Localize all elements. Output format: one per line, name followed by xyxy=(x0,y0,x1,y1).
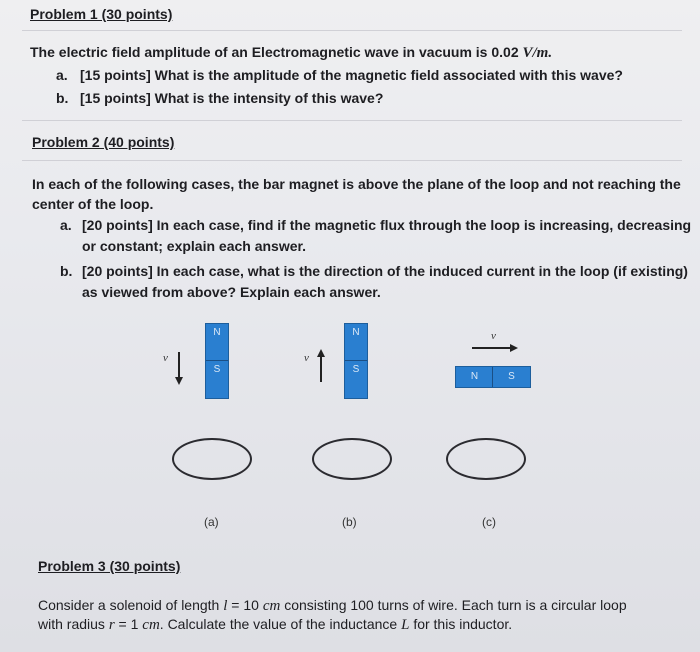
problem1-intro xyxy=(30,44,552,62)
up-arrow-icon xyxy=(316,348,326,384)
radius-unit: cm xyxy=(142,617,160,633)
north-pole-label: N xyxy=(352,327,360,338)
problem1-a-text: [15 points] What is the amplitude of the magnetic field associated with this wave? xyxy=(80,67,623,83)
problem3-line2-pre: with radius xyxy=(38,616,105,632)
caption-c: (c) xyxy=(482,515,496,529)
inductance-variable: L xyxy=(401,617,410,633)
bar-magnet-a xyxy=(205,323,229,399)
problem1-unit: V/m. xyxy=(522,45,553,61)
problem2-b-line2: as viewed from above? Explain each answer. xyxy=(82,284,381,300)
conducting-loop-c xyxy=(446,438,526,480)
length-value: = 10 xyxy=(231,597,259,613)
caption-a: (a) xyxy=(204,515,219,529)
conducting-loop-a xyxy=(172,438,252,480)
divider xyxy=(22,30,682,31)
problem1-b-text: [15 points] What is the intensity of this wave? xyxy=(80,90,384,106)
velocity-label-a: v xyxy=(163,352,168,364)
divider xyxy=(22,120,682,121)
problem2-b-marker: b. xyxy=(60,263,73,279)
problem3-line2 xyxy=(38,616,512,634)
north-pole-label: N xyxy=(470,371,479,382)
down-arrow-icon xyxy=(174,350,184,386)
problem2-heading: Problem 2 (40 points) xyxy=(32,134,175,150)
radius-variable: r xyxy=(108,617,115,633)
velocity-label-b: v xyxy=(304,352,309,364)
problem3-line1-pre: Consider a solenoid of length xyxy=(38,597,220,613)
south-pole-label: S xyxy=(352,364,360,375)
problem1-intro-text: The electric field amplitude of an Electromagnetic wave in vacuum is 0.02 xyxy=(30,44,519,60)
south-pole-label: S xyxy=(508,371,515,382)
length-unit: cm xyxy=(262,598,281,614)
divider xyxy=(22,160,682,161)
problem1-b-marker: b. xyxy=(56,90,69,106)
problem3-line1-post: consisting 100 turns of wire. Each turn is a circular loop xyxy=(284,597,627,613)
radius-value: = 1 xyxy=(118,616,139,632)
problem2-b-line1: [20 points] In each case, what is the direction of the induced current in the loop (if existing) xyxy=(82,263,688,279)
problem2-a-line1: [20 points] In each case, find if the magnetic flux through the loop is increasing, decreasing xyxy=(82,217,692,233)
problem1-heading: Problem 1 (30 points) xyxy=(30,6,173,22)
north-pole-label: N xyxy=(213,327,221,338)
problem2-intro-line1: In each of the following cases, the bar magnet is above the plane of the loop and not reaching the xyxy=(32,176,681,192)
problem1-a-marker: a. xyxy=(56,67,68,83)
bar-magnet-b xyxy=(344,323,368,399)
conducting-loop-b xyxy=(312,438,392,480)
length-variable: l xyxy=(223,598,228,614)
problem2-intro-line2: center of the loop. xyxy=(32,196,154,212)
caption-b: (b) xyxy=(342,515,357,529)
problem3-line2-mid: . Calculate the value of the inductance xyxy=(159,616,398,632)
problem2-a-line2: or constant; explain each answer. xyxy=(82,238,307,254)
velocity-label-c: v xyxy=(491,330,496,342)
south-pole-label: S xyxy=(213,364,221,375)
problem3-line1 xyxy=(38,597,627,615)
problem2-a-marker: a. xyxy=(60,217,72,233)
problem3-heading: Problem 3 (30 points) xyxy=(38,558,181,574)
problem3-line2-post: for this inductor. xyxy=(413,616,513,632)
right-arrow-icon xyxy=(470,343,520,353)
bar-magnet-c xyxy=(455,366,531,388)
